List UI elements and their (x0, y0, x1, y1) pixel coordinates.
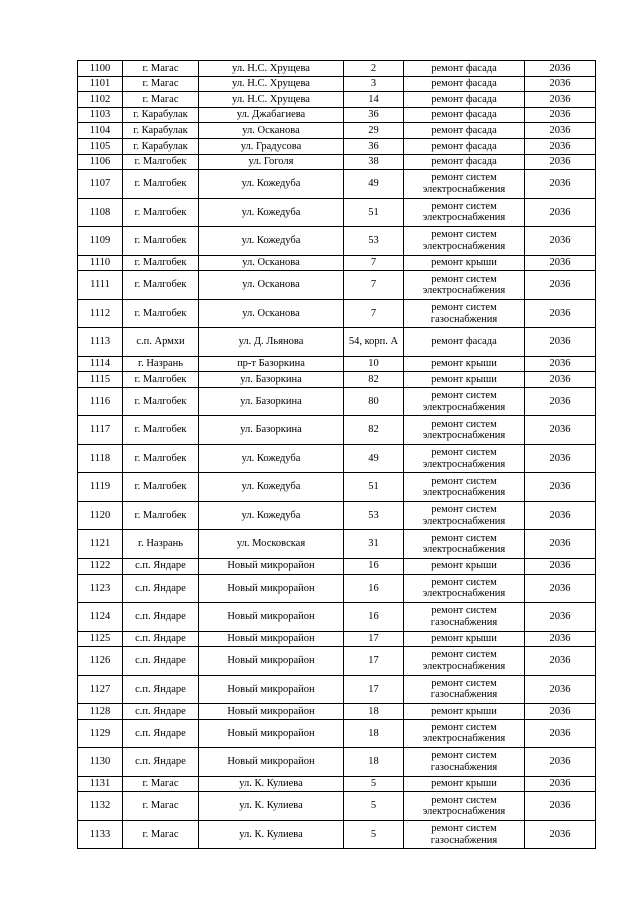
table-row (78, 107, 596, 123)
table-row (78, 154, 596, 170)
table-row (78, 603, 596, 632)
house-number-cell: 51 (344, 473, 404, 502)
table-row (78, 356, 596, 372)
locality-cell: с.п. Яндаре (123, 647, 199, 676)
work-type-cell: ремонт систем электроснабжения (404, 198, 525, 227)
work-type-cell: ремонт фасада (404, 123, 525, 139)
house-number-cell: 80 (344, 387, 404, 416)
work-type-cell: ремонт систем электроснабжения (404, 473, 525, 502)
street-cell: ул. Осканова (199, 123, 344, 139)
year-cell: 2036 (525, 227, 596, 256)
year-cell: 2036 (525, 138, 596, 154)
street-cell: ул. К. Кулиева (199, 792, 344, 821)
street-cell: ул. Н.С. Хрущева (199, 92, 344, 108)
row-number-cell: 1113 (78, 328, 123, 357)
row-number-cell: 1122 (78, 558, 123, 574)
row-number-cell: 1120 (78, 501, 123, 530)
street-cell: ул. Д. Льянова (199, 328, 344, 357)
year-cell: 2036 (525, 530, 596, 559)
work-type-cell: ремонт систем электроснабжения (404, 647, 525, 676)
house-number-cell: 18 (344, 748, 404, 777)
work-type-cell: ремонт систем электроснабжения (404, 170, 525, 199)
locality-cell: с.п. Яндаре (123, 748, 199, 777)
year-cell: 2036 (525, 444, 596, 473)
table-row (78, 501, 596, 530)
repair-schedule-table (77, 60, 596, 849)
row-number-cell: 1132 (78, 792, 123, 821)
work-type-cell: ремонт систем электроснабжения (404, 271, 525, 300)
locality-cell: с.п. Яндаре (123, 675, 199, 704)
work-type-cell: ремонт систем газоснабжения (404, 820, 525, 849)
table-row (78, 444, 596, 473)
table-row (78, 473, 596, 502)
locality-cell: г. Малгобек (123, 255, 199, 271)
locality-cell: г. Малгобек (123, 473, 199, 502)
street-cell: ул. Кожедуба (199, 198, 344, 227)
year-cell: 2036 (525, 416, 596, 445)
table-row (78, 328, 596, 357)
house-number-cell: 54, корп. А (344, 328, 404, 357)
table-row (78, 631, 596, 647)
house-number-cell: 17 (344, 647, 404, 676)
house-number-cell: 31 (344, 530, 404, 559)
work-type-cell: ремонт систем электроснабжения (404, 387, 525, 416)
year-cell: 2036 (525, 92, 596, 108)
row-number-cell: 1127 (78, 675, 123, 704)
work-type-cell: ремонт фасада (404, 328, 525, 357)
house-number-cell: 18 (344, 704, 404, 720)
row-number-cell: 1103 (78, 107, 123, 123)
locality-cell: г. Малгобек (123, 299, 199, 328)
work-type-cell: ремонт крыши (404, 356, 525, 372)
locality-cell: г. Малгобек (123, 501, 199, 530)
year-cell: 2036 (525, 328, 596, 357)
row-number-cell: 1131 (78, 776, 123, 792)
street-cell: ул. Н.С. Хрущева (199, 76, 344, 92)
house-number-cell: 82 (344, 416, 404, 445)
street-cell: Новый микрорайон (199, 631, 344, 647)
table-row (78, 227, 596, 256)
street-cell: ул. Московская (199, 530, 344, 559)
house-number-cell: 38 (344, 154, 404, 170)
table-row (78, 271, 596, 300)
row-number-cell: 1128 (78, 704, 123, 720)
work-type-cell: ремонт крыши (404, 558, 525, 574)
work-type-cell: ремонт систем газоснабжения (404, 299, 525, 328)
table-row (78, 255, 596, 271)
row-number-cell: 1116 (78, 387, 123, 416)
locality-cell: г. Малгобек (123, 271, 199, 300)
row-number-cell: 1121 (78, 530, 123, 559)
house-number-cell: 18 (344, 719, 404, 748)
table-row (78, 138, 596, 154)
house-number-cell: 82 (344, 372, 404, 388)
street-cell: ул. Кожедуба (199, 473, 344, 502)
street-cell: ул. Кожедуба (199, 444, 344, 473)
work-type-cell: ремонт систем газоснабжения (404, 603, 525, 632)
street-cell: пр-т Базоркина (199, 356, 344, 372)
street-cell: ул. Кожедуба (199, 170, 344, 199)
table-row (78, 299, 596, 328)
work-type-cell: ремонт фасада (404, 61, 525, 77)
table-row (78, 748, 596, 777)
table-row (78, 719, 596, 748)
year-cell: 2036 (525, 154, 596, 170)
house-number-cell: 16 (344, 558, 404, 574)
house-number-cell: 7 (344, 271, 404, 300)
year-cell: 2036 (525, 574, 596, 603)
year-cell: 2036 (525, 501, 596, 530)
work-type-cell: ремонт систем газоснабжения (404, 675, 525, 704)
work-type-cell: ремонт крыши (404, 776, 525, 792)
house-number-cell: 53 (344, 501, 404, 530)
year-cell: 2036 (525, 603, 596, 632)
locality-cell: г. Карабулак (123, 107, 199, 123)
locality-cell: с.п. Яндаре (123, 704, 199, 720)
street-cell: Новый микрорайон (199, 748, 344, 777)
row-number-cell: 1114 (78, 356, 123, 372)
locality-cell: г. Малгобек (123, 227, 199, 256)
house-number-cell: 53 (344, 227, 404, 256)
year-cell: 2036 (525, 558, 596, 574)
work-type-cell: ремонт фасада (404, 92, 525, 108)
street-cell: ул. Градусова (199, 138, 344, 154)
year-cell: 2036 (525, 372, 596, 388)
street-cell: Новый микрорайон (199, 719, 344, 748)
row-number-cell: 1118 (78, 444, 123, 473)
street-cell: Новый микрорайон (199, 675, 344, 704)
house-number-cell: 51 (344, 198, 404, 227)
row-number-cell: 1100 (78, 61, 123, 77)
house-number-cell: 5 (344, 820, 404, 849)
locality-cell: г. Магас (123, 92, 199, 108)
year-cell: 2036 (525, 61, 596, 77)
table-row (78, 123, 596, 139)
row-number-cell: 1123 (78, 574, 123, 603)
year-cell: 2036 (525, 675, 596, 704)
locality-cell: г. Малгобек (123, 154, 199, 170)
locality-cell: г. Назрань (123, 530, 199, 559)
locality-cell: г. Малгобек (123, 416, 199, 445)
row-number-cell: 1111 (78, 271, 123, 300)
table-row (78, 530, 596, 559)
street-cell: ул. Осканова (199, 271, 344, 300)
table-row (78, 170, 596, 199)
street-cell: Новый микрорайон (199, 558, 344, 574)
work-type-cell: ремонт систем электроснабжения (404, 416, 525, 445)
house-number-cell: 7 (344, 255, 404, 271)
locality-cell: г. Магас (123, 820, 199, 849)
locality-cell: г. Малгобек (123, 198, 199, 227)
work-type-cell: ремонт систем электроснабжения (404, 530, 525, 559)
street-cell: ул. Кожедуба (199, 501, 344, 530)
house-number-cell: 10 (344, 356, 404, 372)
table-row (78, 198, 596, 227)
row-number-cell: 1109 (78, 227, 123, 256)
year-cell: 2036 (525, 719, 596, 748)
year-cell: 2036 (525, 170, 596, 199)
table-row (78, 675, 596, 704)
street-cell: ул. Базоркина (199, 416, 344, 445)
year-cell: 2036 (525, 198, 596, 227)
work-type-cell: ремонт фасада (404, 107, 525, 123)
house-number-cell: 36 (344, 107, 404, 123)
row-number-cell: 1101 (78, 76, 123, 92)
street-cell: ул. Джабагиева (199, 107, 344, 123)
table-row (78, 416, 596, 445)
year-cell: 2036 (525, 820, 596, 849)
row-number-cell: 1112 (78, 299, 123, 328)
house-number-cell: 16 (344, 574, 404, 603)
work-type-cell: ремонт крыши (404, 372, 525, 388)
locality-cell: с.п. Яндаре (123, 603, 199, 632)
work-type-cell: ремонт систем газоснабжения (404, 748, 525, 777)
locality-cell: г. Карабулак (123, 123, 199, 139)
year-cell: 2036 (525, 387, 596, 416)
table-row (78, 387, 596, 416)
locality-cell: с.п. Армхи (123, 328, 199, 357)
work-type-cell: ремонт фасада (404, 154, 525, 170)
year-cell: 2036 (525, 271, 596, 300)
work-type-cell: ремонт крыши (404, 704, 525, 720)
work-type-cell: ремонт систем электроснабжения (404, 574, 525, 603)
row-number-cell: 1119 (78, 473, 123, 502)
work-type-cell: ремонт фасада (404, 138, 525, 154)
row-number-cell: 1115 (78, 372, 123, 388)
row-number-cell: 1117 (78, 416, 123, 445)
table-row (78, 92, 596, 108)
house-number-cell: 29 (344, 123, 404, 139)
year-cell: 2036 (525, 255, 596, 271)
work-type-cell: ремонт систем электроснабжения (404, 444, 525, 473)
locality-cell: с.п. Яндаре (123, 719, 199, 748)
row-number-cell: 1124 (78, 603, 123, 632)
house-number-cell: 49 (344, 170, 404, 199)
year-cell: 2036 (525, 776, 596, 792)
house-number-cell: 7 (344, 299, 404, 328)
table-row (78, 792, 596, 821)
year-cell: 2036 (525, 647, 596, 676)
locality-cell: г. Карабулак (123, 138, 199, 154)
locality-cell: г. Малгобек (123, 170, 199, 199)
row-number-cell: 1126 (78, 647, 123, 676)
street-cell: ул. К. Кулиева (199, 776, 344, 792)
street-cell: Новый микрорайон (199, 647, 344, 676)
house-number-cell: 5 (344, 776, 404, 792)
table-body (78, 61, 596, 849)
row-number-cell: 1104 (78, 123, 123, 139)
table-row (78, 776, 596, 792)
locality-cell: г. Магас (123, 61, 199, 77)
house-number-cell: 5 (344, 792, 404, 821)
street-cell: ул. Базоркина (199, 387, 344, 416)
year-cell: 2036 (525, 473, 596, 502)
year-cell: 2036 (525, 107, 596, 123)
year-cell: 2036 (525, 299, 596, 328)
year-cell: 2036 (525, 76, 596, 92)
work-type-cell: ремонт систем электроснабжения (404, 501, 525, 530)
locality-cell: г. Назрань (123, 356, 199, 372)
row-number-cell: 1110 (78, 255, 123, 271)
table-row (78, 574, 596, 603)
row-number-cell: 1125 (78, 631, 123, 647)
house-number-cell: 3 (344, 76, 404, 92)
work-type-cell: ремонт систем электроснабжения (404, 719, 525, 748)
table-row (78, 820, 596, 849)
locality-cell: с.п. Яндаре (123, 558, 199, 574)
row-number-cell: 1130 (78, 748, 123, 777)
table-row (78, 704, 596, 720)
table-row (78, 61, 596, 77)
street-cell: Новый микрорайон (199, 574, 344, 603)
table-row (78, 76, 596, 92)
street-cell: ул. Н.С. Хрущева (199, 61, 344, 77)
house-number-cell: 17 (344, 631, 404, 647)
row-number-cell: 1108 (78, 198, 123, 227)
locality-cell: с.п. Яндаре (123, 574, 199, 603)
year-cell: 2036 (525, 792, 596, 821)
row-number-cell: 1107 (78, 170, 123, 199)
locality-cell: г. Магас (123, 76, 199, 92)
street-cell: ул. Базоркина (199, 372, 344, 388)
locality-cell: г. Малгобек (123, 444, 199, 473)
locality-cell: г. Малгобек (123, 372, 199, 388)
locality-cell: г. Магас (123, 792, 199, 821)
table-row (78, 558, 596, 574)
row-number-cell: 1106 (78, 154, 123, 170)
street-cell: ул. Осканова (199, 255, 344, 271)
street-cell: ул. Осканова (199, 299, 344, 328)
house-number-cell: 49 (344, 444, 404, 473)
street-cell: ул. Кожедуба (199, 227, 344, 256)
year-cell: 2036 (525, 748, 596, 777)
locality-cell: г. Малгобек (123, 387, 199, 416)
work-type-cell: ремонт крыши (404, 631, 525, 647)
work-type-cell: ремонт фасада (404, 76, 525, 92)
row-number-cell: 1133 (78, 820, 123, 849)
house-number-cell: 17 (344, 675, 404, 704)
table-row (78, 647, 596, 676)
year-cell: 2036 (525, 704, 596, 720)
house-number-cell: 2 (344, 61, 404, 77)
work-type-cell: ремонт систем электроснабжения (404, 792, 525, 821)
locality-cell: г. Магас (123, 776, 199, 792)
row-number-cell: 1105 (78, 138, 123, 154)
locality-cell: с.п. Яндаре (123, 631, 199, 647)
house-number-cell: 14 (344, 92, 404, 108)
row-number-cell: 1102 (78, 92, 123, 108)
year-cell: 2036 (525, 356, 596, 372)
street-cell: ул. К. Кулиева (199, 820, 344, 849)
street-cell: Новый микрорайон (199, 704, 344, 720)
work-type-cell: ремонт крыши (404, 255, 525, 271)
street-cell: ул. Гоголя (199, 154, 344, 170)
year-cell: 2036 (525, 631, 596, 647)
work-type-cell: ремонт систем электроснабжения (404, 227, 525, 256)
table-row (78, 372, 596, 388)
year-cell: 2036 (525, 123, 596, 139)
house-number-cell: 16 (344, 603, 404, 632)
row-number-cell: 1129 (78, 719, 123, 748)
house-number-cell: 36 (344, 138, 404, 154)
street-cell: Новый микрорайон (199, 603, 344, 632)
